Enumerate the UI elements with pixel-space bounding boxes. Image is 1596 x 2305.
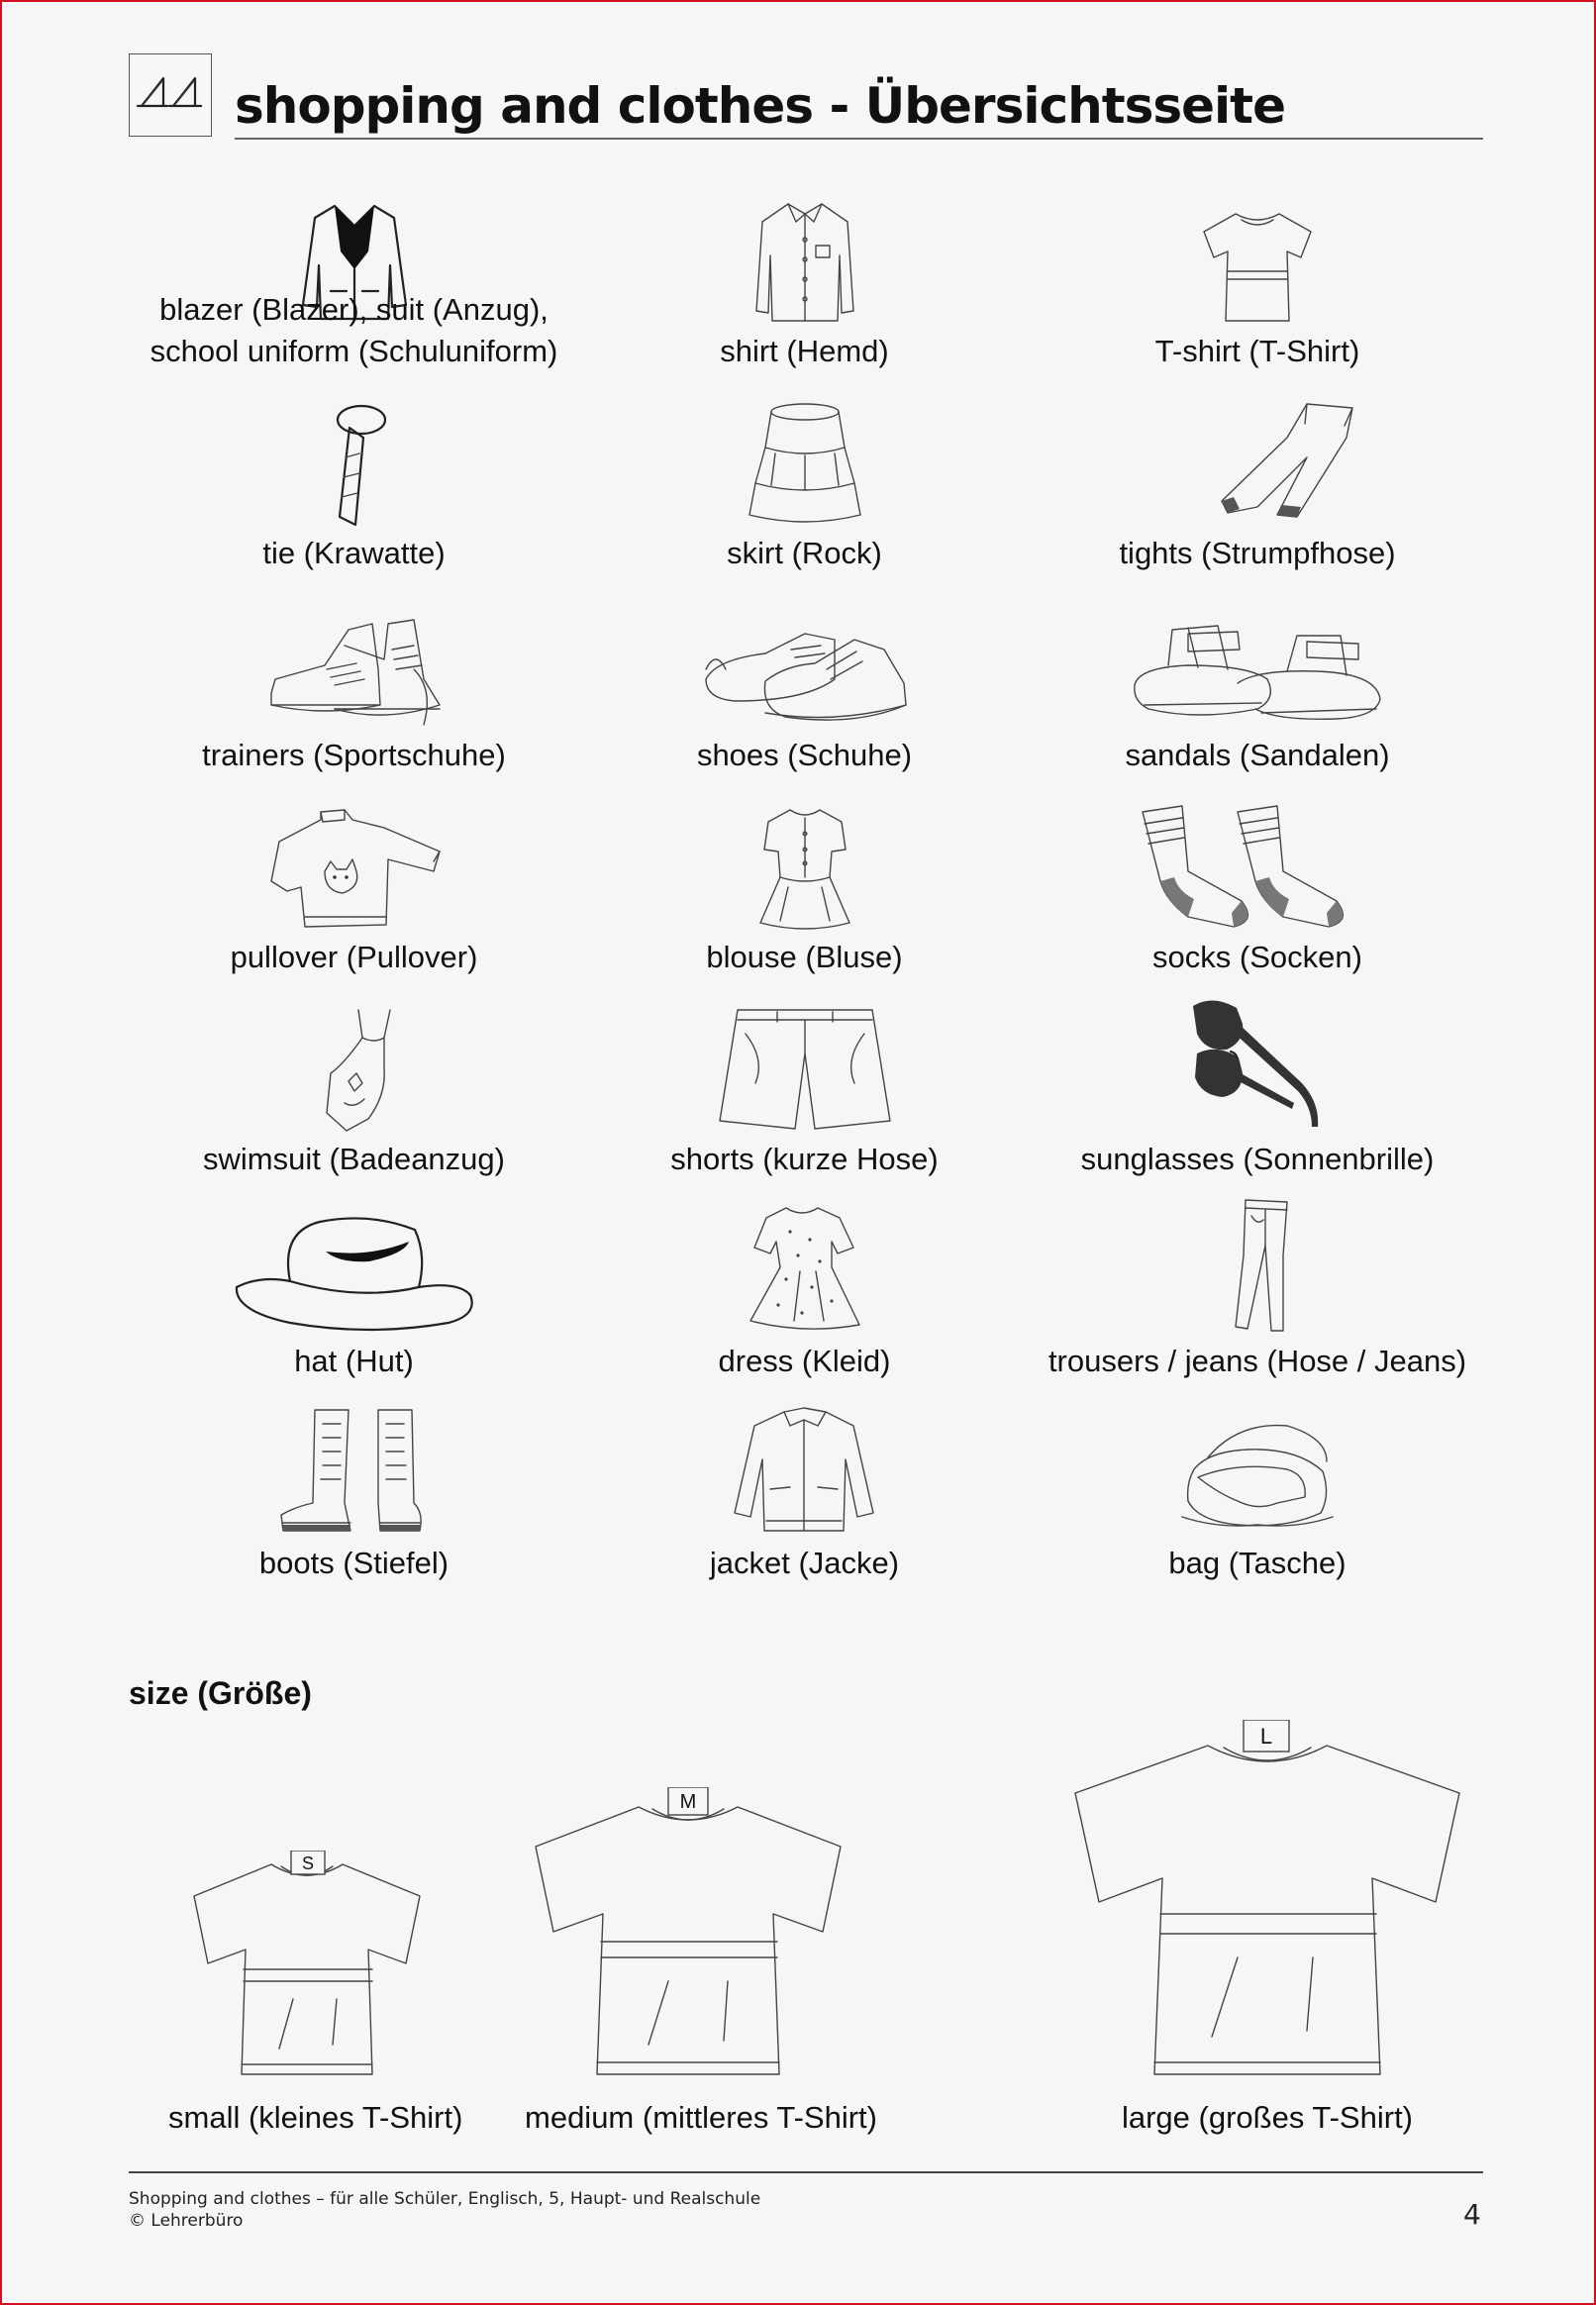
item-label-line: tights (Strumpfhose) bbox=[1119, 536, 1396, 570]
list-item bbox=[579, 1400, 1030, 1602]
item-picture bbox=[579, 600, 1030, 729]
item-label-line: swimsuit (Badeanzug) bbox=[203, 1142, 505, 1176]
page-number: 4 bbox=[1463, 2198, 1481, 2231]
sandals-icon bbox=[1129, 610, 1386, 729]
pullover-icon bbox=[265, 802, 444, 931]
item-label bbox=[1010, 533, 1505, 574]
item-label-line: trousers / jeans (Hose / Jeans) bbox=[1047, 1344, 1467, 1378]
item-label-line: T-shirt (T-Shirt) bbox=[1154, 334, 1360, 368]
item-picture bbox=[1030, 1408, 1485, 1537]
item-picture bbox=[129, 398, 579, 527]
clothes-grid bbox=[129, 188, 1485, 1602]
item-label bbox=[559, 1139, 1049, 1180]
item-label-line: tie (Krawatte) bbox=[262, 536, 446, 570]
blouse-icon bbox=[750, 802, 859, 931]
item-label bbox=[559, 331, 1049, 372]
list-item bbox=[1030, 188, 1485, 390]
item-label-line: blazer (Blazer), suit (Anzug), bbox=[159, 292, 549, 327]
shirt-icon bbox=[750, 196, 859, 325]
item-picture bbox=[129, 802, 579, 931]
footer-divider bbox=[129, 2171, 1483, 2173]
item-picture bbox=[129, 1206, 579, 1335]
dress-icon bbox=[741, 1202, 869, 1335]
footer-line-1: Shopping and clothes – für alle Schüler, Englisch, 5, Haupt- und Realschule bbox=[129, 2189, 761, 2209]
size-medium-item bbox=[525, 1787, 877, 2139]
item-label bbox=[109, 1543, 599, 1584]
item-label bbox=[1010, 1543, 1505, 1584]
t-shirt-icon bbox=[1198, 206, 1317, 325]
size-tag-m: M bbox=[679, 1791, 697, 1813]
socks-icon bbox=[1139, 802, 1376, 931]
item-picture bbox=[129, 1004, 579, 1133]
t-shirt-large-icon bbox=[1069, 1720, 1465, 2078]
item-label-line: shorts (kurze Hose) bbox=[670, 1142, 939, 1176]
item-label-line: jacket (Jacke) bbox=[709, 1546, 900, 1580]
item-label-line: boots (Stiefel) bbox=[258, 1546, 449, 1580]
skirt-icon bbox=[746, 398, 864, 527]
item-picture bbox=[1030, 1206, 1485, 1335]
tights-icon bbox=[1158, 398, 1356, 527]
list-item bbox=[1030, 390, 1485, 592]
item-label-line: hat (Hut) bbox=[294, 1344, 414, 1378]
item-label bbox=[559, 533, 1049, 574]
item-label-line: trainers (Sportschuhe) bbox=[202, 738, 506, 772]
item-label-line: shirt (Hemd) bbox=[720, 334, 889, 368]
boots-icon bbox=[275, 1404, 434, 1537]
item-label-line: socks (Socken) bbox=[1152, 940, 1362, 974]
list-item bbox=[579, 390, 1030, 592]
size-small-item bbox=[168, 1851, 463, 2139]
item-label bbox=[1010, 735, 1505, 776]
size-small-label: small (kleines T-Shirt) bbox=[168, 2100, 463, 2135]
item-label-line: pullover (Pullover) bbox=[230, 940, 478, 974]
size-examples bbox=[129, 1703, 1485, 2139]
item-label-line: dress (Kleid) bbox=[718, 1344, 891, 1378]
list-item bbox=[129, 592, 579, 794]
list-item bbox=[1030, 592, 1485, 794]
size-heading: size (Größe) bbox=[129, 1675, 312, 1711]
item-picture bbox=[1030, 398, 1485, 527]
list-item bbox=[1030, 1198, 1485, 1400]
item-label bbox=[109, 1341, 599, 1382]
size-medium-label: medium (mittleres T-Shirt) bbox=[525, 2100, 877, 2135]
worksheet-number-logo bbox=[129, 53, 212, 137]
item-picture bbox=[579, 1408, 1030, 1537]
list-item bbox=[579, 794, 1030, 996]
item-label-line: sunglasses (Sonnenbrille) bbox=[1080, 1142, 1435, 1176]
item-label bbox=[109, 1139, 599, 1180]
list-item bbox=[129, 794, 579, 996]
item-picture bbox=[129, 600, 579, 729]
list-item bbox=[579, 1198, 1030, 1400]
item-label-line: skirt (Rock) bbox=[727, 536, 882, 570]
tie-icon bbox=[310, 398, 399, 527]
shorts-icon bbox=[716, 1004, 894, 1133]
item-label-line: sandals (Sandalen) bbox=[1125, 738, 1390, 772]
footer-text bbox=[129, 2188, 760, 2232]
item-label bbox=[559, 1341, 1049, 1382]
item-label bbox=[109, 533, 599, 574]
item-picture bbox=[1030, 802, 1485, 931]
item-label bbox=[559, 1543, 1049, 1584]
item-label bbox=[109, 937, 599, 978]
list-item bbox=[129, 1198, 579, 1400]
list-item bbox=[579, 592, 1030, 794]
item-label bbox=[1010, 937, 1505, 978]
page-header bbox=[129, 53, 1483, 143]
item-picture bbox=[1030, 1004, 1485, 1133]
jacket-icon bbox=[731, 1404, 879, 1537]
item-label bbox=[1010, 1341, 1505, 1382]
shoes-icon bbox=[696, 610, 914, 729]
title-underline bbox=[235, 138, 1483, 140]
item-label-line: school uniform (Schuluniform) bbox=[150, 334, 558, 368]
size-large-label: large (großes T-Shirt) bbox=[1121, 2100, 1413, 2135]
sunglasses-icon bbox=[1183, 994, 1332, 1133]
item-picture bbox=[1030, 196, 1485, 325]
item-label bbox=[559, 735, 1049, 776]
t-shirt-small-icon bbox=[188, 1851, 426, 2078]
page-title: shopping and clothes - Übersichtsseite bbox=[235, 77, 1285, 135]
bag-icon bbox=[1178, 1418, 1337, 1537]
item-label bbox=[109, 735, 599, 776]
item-label bbox=[109, 289, 599, 372]
item-label-line: bag (Tasche) bbox=[1168, 1546, 1347, 1580]
item-picture bbox=[579, 398, 1030, 527]
list-item bbox=[1030, 1400, 1485, 1602]
size-tag-l: L bbox=[1259, 1724, 1273, 1749]
size-large-item bbox=[1069, 1720, 1465, 2139]
item-picture bbox=[1030, 600, 1485, 729]
trainers-icon bbox=[265, 610, 444, 729]
list-item bbox=[129, 188, 579, 390]
list-item bbox=[579, 996, 1030, 1198]
item-picture bbox=[579, 1004, 1030, 1133]
t-shirt-medium-icon bbox=[530, 1787, 847, 2078]
swimsuit-icon bbox=[305, 1004, 404, 1133]
list-item bbox=[129, 390, 579, 592]
size-tag-s: S bbox=[301, 1854, 315, 1873]
item-picture bbox=[129, 1408, 579, 1537]
hat-icon bbox=[231, 1212, 478, 1335]
item-label bbox=[559, 937, 1049, 978]
item-label-line: shoes (Schuhe) bbox=[696, 738, 913, 772]
item-label-line: blouse (Bluse) bbox=[706, 940, 903, 974]
list-item bbox=[129, 996, 579, 1198]
item-picture bbox=[579, 196, 1030, 325]
trousers-icon bbox=[1218, 1196, 1297, 1335]
worksheet-number-icon bbox=[134, 64, 209, 124]
item-label bbox=[1010, 331, 1505, 372]
footer-line-2: © Lehrerbüro bbox=[129, 2211, 244, 2231]
list-item bbox=[1030, 996, 1485, 1198]
item-label bbox=[1010, 1139, 1505, 1180]
list-item bbox=[129, 1400, 579, 1602]
item-picture bbox=[579, 802, 1030, 931]
list-item bbox=[579, 188, 1030, 390]
list-item bbox=[1030, 794, 1485, 996]
item-picture bbox=[579, 1206, 1030, 1335]
